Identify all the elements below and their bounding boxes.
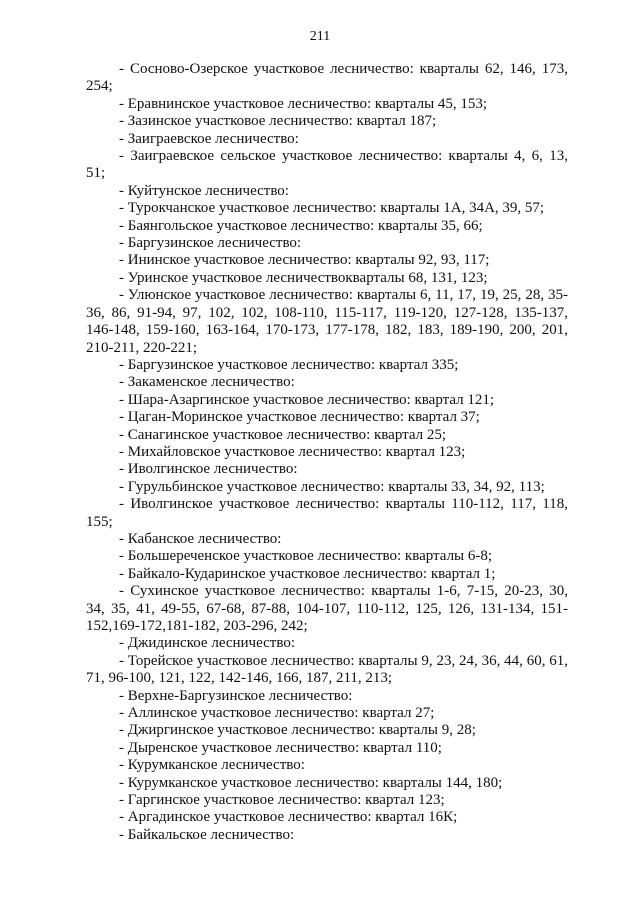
list-item: - Улюнское участковое лесничество: кварталы 6, 11, 17, 19, 25, 28, 35-36, 86, 91-94, 97, 102, 102, 108-110, 115-117, 119-120, 127-128, 135-137, 146-148, 159-160, 163-164, 170-173, 177-178, 182, 183, 189-190, 200, 201, 210-211, 220-221; xyxy=(86,287,568,356)
list-item: - Джиргинское участковое лесничество: кварталы 9, 28; xyxy=(119,722,476,739)
list-item: - Баянгольское участковое лесничество: кварталы 35, 66; xyxy=(119,217,483,234)
list-item: - Дыренское участковое лесничество: квартал 110; xyxy=(119,739,442,756)
list-item: - Сосново-Озерское участковое лесничество: кварталы 62, 146, 173, 254; xyxy=(86,61,568,95)
list-item: - Байкало-Кударинское участковое лесничество: квартал 1; xyxy=(119,565,496,582)
list-item: - Заиграевское лесничество: xyxy=(119,130,299,147)
list-item: - Джидинское лесничество: xyxy=(119,635,295,652)
list-item: - Курумканское участковое лесничество: кварталы 144, 180; xyxy=(119,774,503,791)
list-item: - Иволгинское лесничество: xyxy=(119,461,298,478)
list-item: - Шара-Азаргинское участковое лесничество: квартал 121; xyxy=(119,391,495,408)
list-item: - Аргадинское участковое лесничество: квартал 16К; xyxy=(119,809,458,826)
list-item: - Курумканское лесничество: xyxy=(119,757,305,774)
list-item: - Кабанское лесничество: xyxy=(119,530,282,547)
list-item: - Большереченское участковое лесничество: кварталы 6-8; xyxy=(119,548,493,565)
list-item: - Ининское участковое лесничество: кварталы 92, 93, 117; xyxy=(119,252,490,269)
list-item: - Куйтунское лесничество: xyxy=(119,182,289,199)
list-item: - Цаган-Моринское участковое лесничество: квартал 37; xyxy=(119,409,480,426)
list-item: - Аллинское участковое лесничество: квартал 27; xyxy=(119,705,435,722)
list-item: - Гурульбинское участковое лесничество: кварталы 33, 34, 92, 113; xyxy=(119,478,545,495)
list-item: - Михайловское участковое лесничество: квартал 123; xyxy=(119,443,466,460)
list-item: - Иволгинское участковое лесничество: кварталы 110-112, 117, 118, 155; xyxy=(86,496,568,530)
list-item: - Закаменское лесничество: xyxy=(119,374,295,391)
page-number: 211 xyxy=(309,29,331,44)
list-item: - Баргузинское лесничество: xyxy=(119,235,302,252)
list-item: - Санагинское участковое лесничество: квартал 25; xyxy=(119,426,447,443)
list-item: - Байкальское лесничество: xyxy=(119,826,295,843)
list-item: - Турокчанское участковое лесничество: кварталы 1А, 34А, 39, 57; xyxy=(119,200,545,217)
list-item: - Баргузинское участковое лесничество: квартал 335; xyxy=(119,356,459,373)
list-item: - Торейское участковое лесничество: кварталы 9, 23, 24, 36, 44, 60, 61, 71, 96-100, 121, 122, 142-146, 166, 187, 211, 213; xyxy=(86,652,568,687)
list-item: - Гаргинское участковое лесничество: квартал 123; xyxy=(119,792,445,809)
list-item: - Заиграевское сельское участковое лесничество: кварталы 4, 6, 13, 51; xyxy=(86,148,568,182)
document-body xyxy=(86,61,568,844)
list-item: - Зазинское участковое лесничество: квартал 187; xyxy=(119,113,437,130)
list-item: - Уринское участковое лесничествокварталы 68, 131, 123; xyxy=(119,269,488,286)
list-item: - Сухинское участковое лесничество: кварталы 1-6, 7-15, 20-23, 30, 34, 35, 41, 49-55, 67-68, 87-88, 104-107, 110-112, 125, 126, 131-134, 151-152,169-172,181-182, 203-296, 242; xyxy=(86,583,568,634)
list-item: - Еравнинское участковое лесничество: кварталы 45, 153; xyxy=(119,95,488,112)
list-item: - Верхне-Баргузинское лесничество: xyxy=(119,687,353,704)
